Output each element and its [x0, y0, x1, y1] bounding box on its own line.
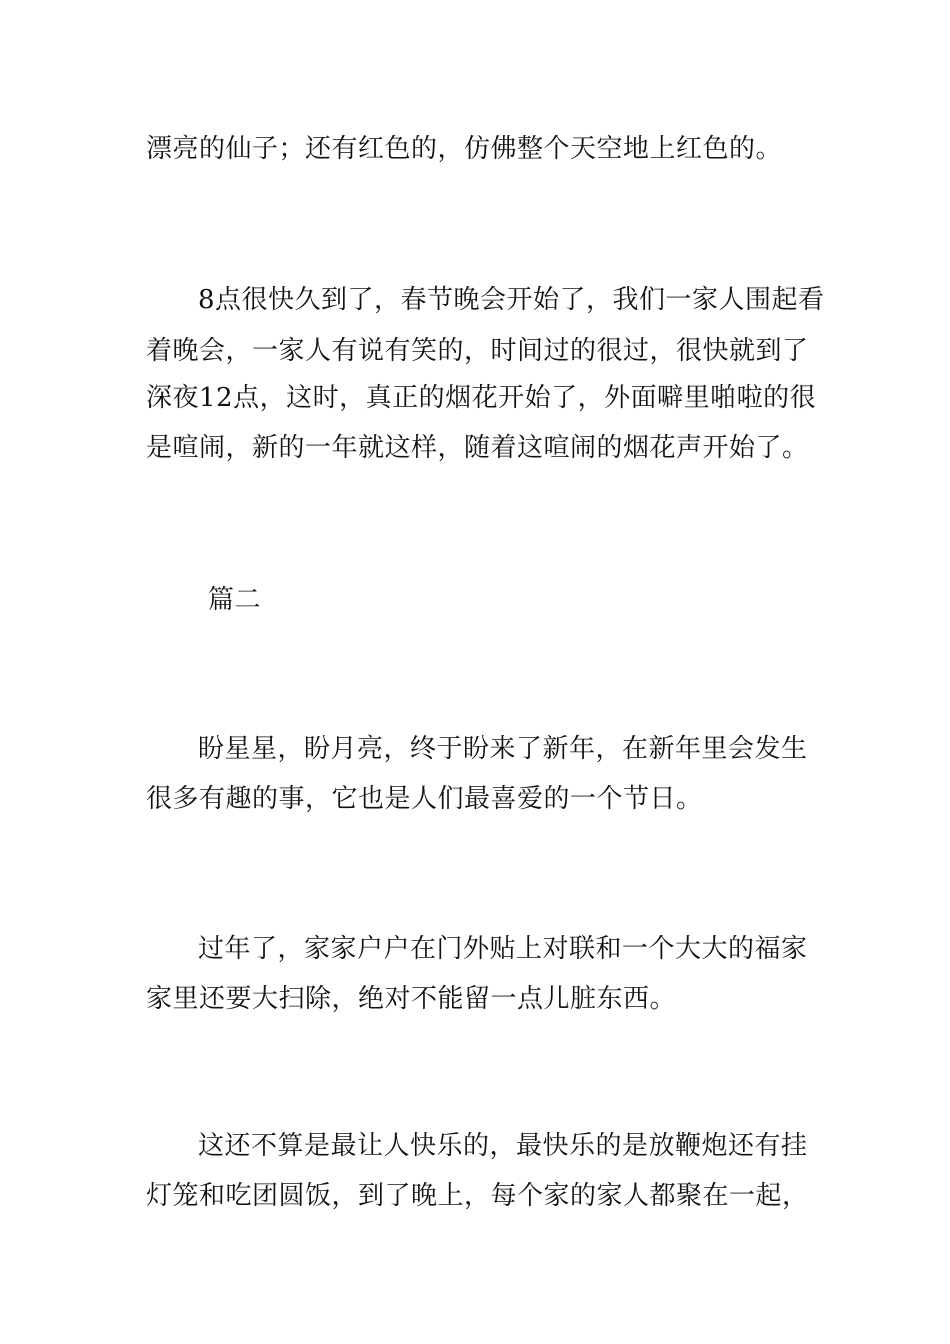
paragraph-6-line-2: 灯笼和吃团圆饭，到了晚上，每个家的家人都聚在一起，	[146, 1181, 809, 1211]
paragraph-2-line-4: 是喧闹，新的一年就这样，随着这喧闹的烟花声开始了。	[146, 433, 809, 463]
paragraph-6-line-1: 这还不算是最让人快乐的，最快乐的是放鞭炮还有挂	[198, 1131, 808, 1161]
paragraph-4-line-1: 盼星星，盼月亮，终于盼来了新年，在新年里会发生	[198, 734, 808, 764]
paragraph-2-line-2: 着晚会，一家人有说有笑的，时间过的很过，很快就到了	[146, 336, 809, 366]
paragraph-5-line-2: 家里还要大扫除，绝对不能留一点儿脏东西。	[146, 984, 677, 1014]
paragraph-4-line-2: 很多有趣的事，它也是人们最喜爱的一个节日。	[146, 784, 703, 814]
paragraph-2-line-3: 深夜12点，这时，真正的烟花开始了，外面噼里啪啦的很	[146, 383, 817, 413]
paragraph-5-line-1: 过年了，家家户户在门外贴上对联和一个大大的福家	[198, 934, 808, 964]
paragraph-1-line-1: 漂亮的仙子；还有红色的，仿佛整个天空地上红色的。	[146, 134, 783, 164]
section-heading: 篇二	[208, 585, 262, 615]
paragraph-2-line-1: 8点很快久到了，春节晚会开始了，我们一家人围起看	[198, 285, 825, 315]
